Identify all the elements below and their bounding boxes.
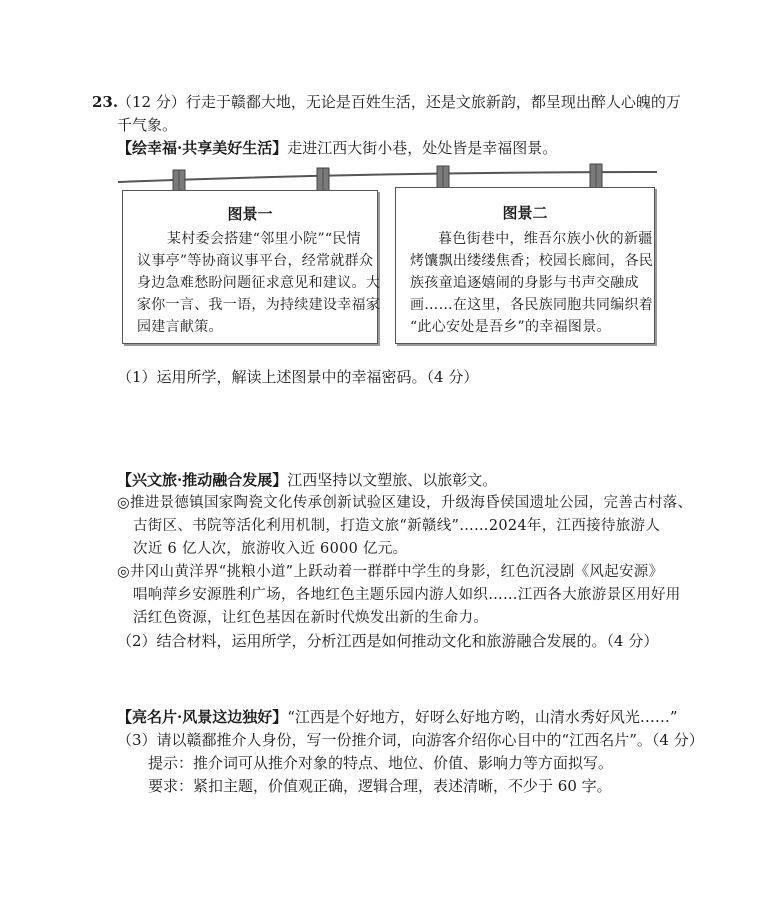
section2-bullet1-line-1: ◎推进景德镇国家陶瓷文化传承创新试验区建设，升级海昏侯国遗址公园，完善古村落、 [117,495,693,511]
question-intro-line-2: 千气象。 [117,116,178,134]
section1-heading: 【绘幸福·共享美好生活】 [117,139,288,157]
section1-heading-tail: 走进江西大街小巷，处处皆是幸福图景。 [287,139,558,157]
section2-bullet1-line-3: 次近 6 亿人次，旅游收入近 6000 亿元。 [133,541,408,557]
section3-heading-tail: “江西是个好地方，好呀么好地方哟，山清水秀好风光……” [287,708,678,726]
scene1-line-1: 某村委会搭建“邻里小院”“民情 [167,231,361,247]
subquestion-3-requirement: 要求：紧扣主题，价值观正确，逻辑合理，表述清晰，不少于 60 字。 [148,777,612,795]
scene1-card [122,190,381,344]
question-number: 23. [92,93,119,111]
clothesline-rope [118,172,657,182]
section2-bullet2-line-3: 活红色资源，让红色基因在新时代焕发出新的生命力。 [133,610,489,626]
section2-bullet2-line-1: ◎井冈山黄洋界“挑粮小道”上跃动着一群群中学生的身影，红色沉浸剧《风起安源》 [117,564,664,580]
section2-bullet1-line-2: 古街区、书院等活化利用机制，打造文旅“新赣线”……2024年，江西接待旅游人 [133,518,661,534]
section3-heading: 【亮名片·风景这边独好】 [117,708,288,726]
scene1-line-5: 园建言献策。 [137,319,223,335]
scene2-title: 图景二 [502,204,548,222]
scene1-line-3: 身边急难愁盼问题征求意见和建议。大 [137,275,381,291]
scene1-line-4: 家你一言、我一语，为持续建设幸福家 [137,297,381,313]
scene2-line-5: “此心安处是吾乡”的幸福图景。 [410,319,611,335]
scene2-line-4: 画……在这里，各民族同胞共同编织着 [410,297,654,313]
subquestion-1: （1）运用所学，解读上述图景中的幸福密码。（4 分） [117,368,479,386]
scene1-title: 图景一 [227,205,273,223]
question-intro-line-1: （12 分）行走于赣鄱大地，无论是百姓生活，还是文旅新韵，都呈现出醉人心魄的万 [117,93,681,111]
scene2-line-3: 族孩童追逐嬉闹的身影与书声交融成 [410,275,639,291]
section2-bullet2-line-2: 唱响萍乡安源胜利广场，各地红色主题乐园内游人如织……江西各大旅游景区用好用 [133,587,681,603]
scene2-line-1: 暮色街巷中，维吾尔族小伙的新疆 [438,231,653,247]
scene1-line-2: 议事亭”等协商议事平台，经常就群众 [137,253,374,269]
section3-heading-row [117,706,678,728]
subquestion-3: （3）请以赣鄱推介人身份，写一份推介词，向游客介绍你心目中的“江西名片”。（4 分） [117,731,704,749]
subquestion-3-hint: 提示：推介词可从推介对象的特点、地位、价值、影响力等方面拟写。 [148,754,614,772]
subquestion-2: （2）结合材料，运用所学，分析江西是如何推动文化和旅游融合发展的。（4 分） [117,632,659,650]
scene2-line-2: 烤馕飘出缕缕焦香；校园长廊间，各民 [410,253,654,269]
scene2-card [395,187,655,344]
section2-heading-row [117,469,497,491]
section2-heading: 【兴文旅·推动融合发展】 [117,471,288,489]
section2-heading-tail: 江西坚持以文塑旅、以旅彰文。 [287,471,498,489]
